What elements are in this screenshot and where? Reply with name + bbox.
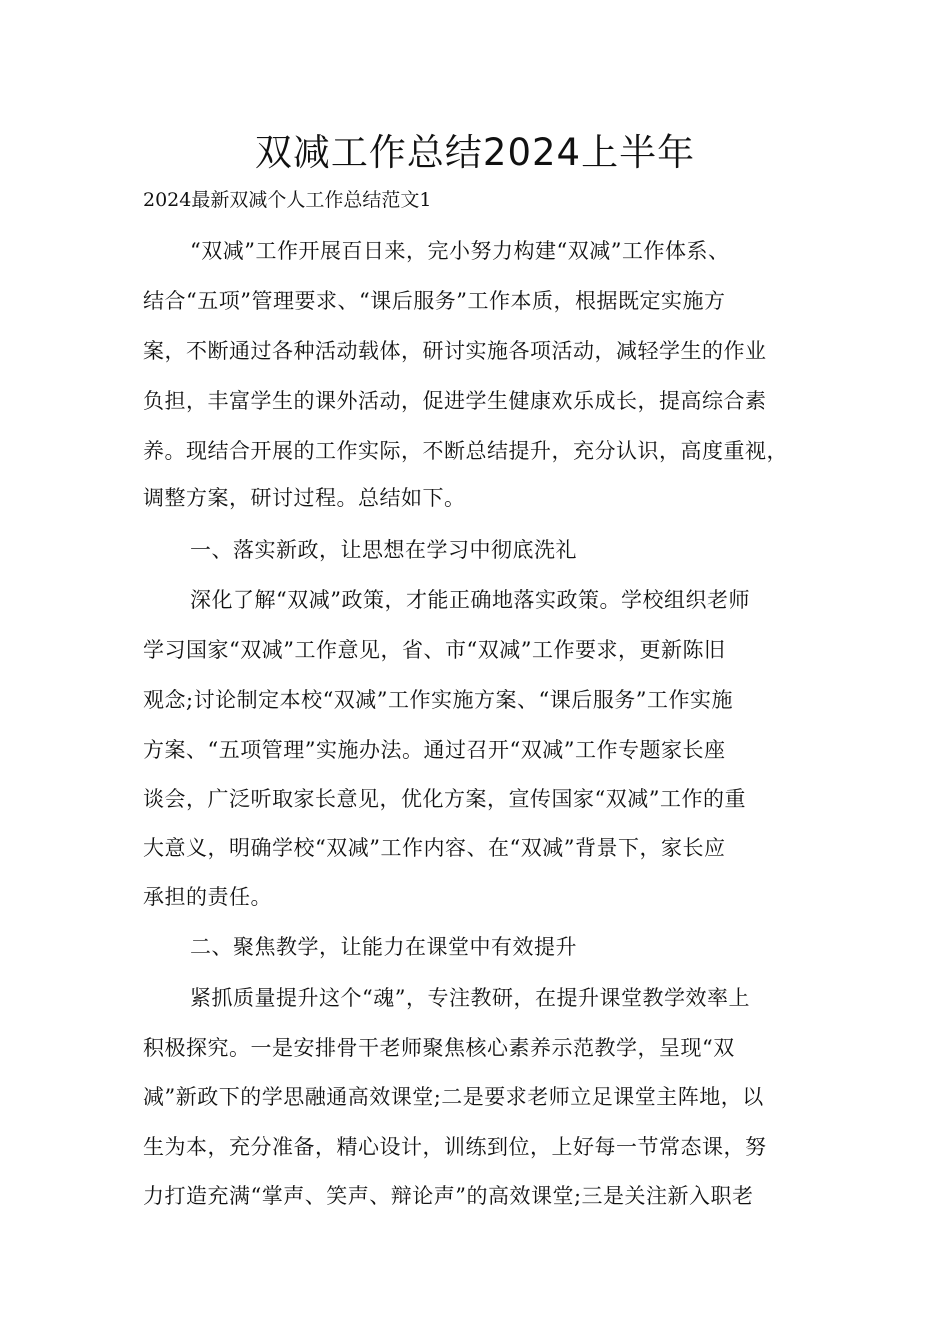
- paragraph-line: 生为本，充分准备，精心设计，训练到位，上好每一节常态课，努: [143, 1135, 767, 1159]
- paragraph-line: 结合“五项”管理要求、“课后服务”工作本质，根据既定实施方: [143, 289, 726, 313]
- paragraph-line: 大意义，明确学校“双减”工作内容、在“双减”背景下，家长应: [143, 836, 726, 860]
- paragraph-line: 力打造充满“掌声、笑声、辩论声”的高效课堂;三是关注新入职老: [143, 1184, 754, 1208]
- document-subtitle: 2024最新双减个人工作总结范文1: [143, 189, 432, 211]
- section-heading: 一、落实新政，让思想在学习中彻底洗礼: [190, 538, 577, 562]
- paragraph-line: 学习国家“双减”工作意见，省、市“双减”工作要求，更新陈旧: [143, 638, 726, 662]
- paragraph-line: 负担，丰富学生的课外活动，促进学生健康欢乐成长，提高综合素: [143, 389, 767, 413]
- paragraph-line: 谈会，广泛听取家长意见，优化方案，宣传国家“双减”工作的重: [143, 787, 746, 811]
- document-title: 双减工作总结2024上半年: [254, 131, 696, 174]
- paragraph-line: 减”新政下的学思融通高效课堂;二是要求老师立足课堂主阵地，以: [143, 1085, 764, 1109]
- paragraph-line: “双减”工作开展百日来，完小努力构建“双减”工作体系、: [190, 239, 730, 263]
- paragraph-line: 深化了解“双减”政策，才能正确地落实政策。学校组织老师: [190, 588, 750, 612]
- paragraph-line: 观念;讨论制定本校“双减”工作实施方案、“课后服务”工作实施: [143, 688, 734, 712]
- paragraph-line: 紧抓质量提升这个“魂”，专注教研，在提升课堂教学效率上: [190, 986, 750, 1010]
- paragraph-line: 养。现结合开展的工作实际，不断总结提升，充分认识，高度重视，: [143, 439, 788, 463]
- section-heading: 二、聚焦教学，让能力在课堂中有效提升: [190, 935, 577, 959]
- paragraph-line: 调整方案，研讨过程。总结如下。: [143, 486, 466, 510]
- paragraph-line: 承担的责任。: [143, 885, 272, 909]
- paragraph-line: 方案、“五项管理”实施办法。通过召开“双减”工作专题家长座: [143, 738, 726, 762]
- paragraph-line: 案，不断通过各种活动载体，研讨实施各项活动，减轻学生的作业: [143, 339, 767, 363]
- paragraph-line: 积极探究。一是安排骨干老师聚焦核心素养示范教学，呈现“双: [143, 1036, 735, 1060]
